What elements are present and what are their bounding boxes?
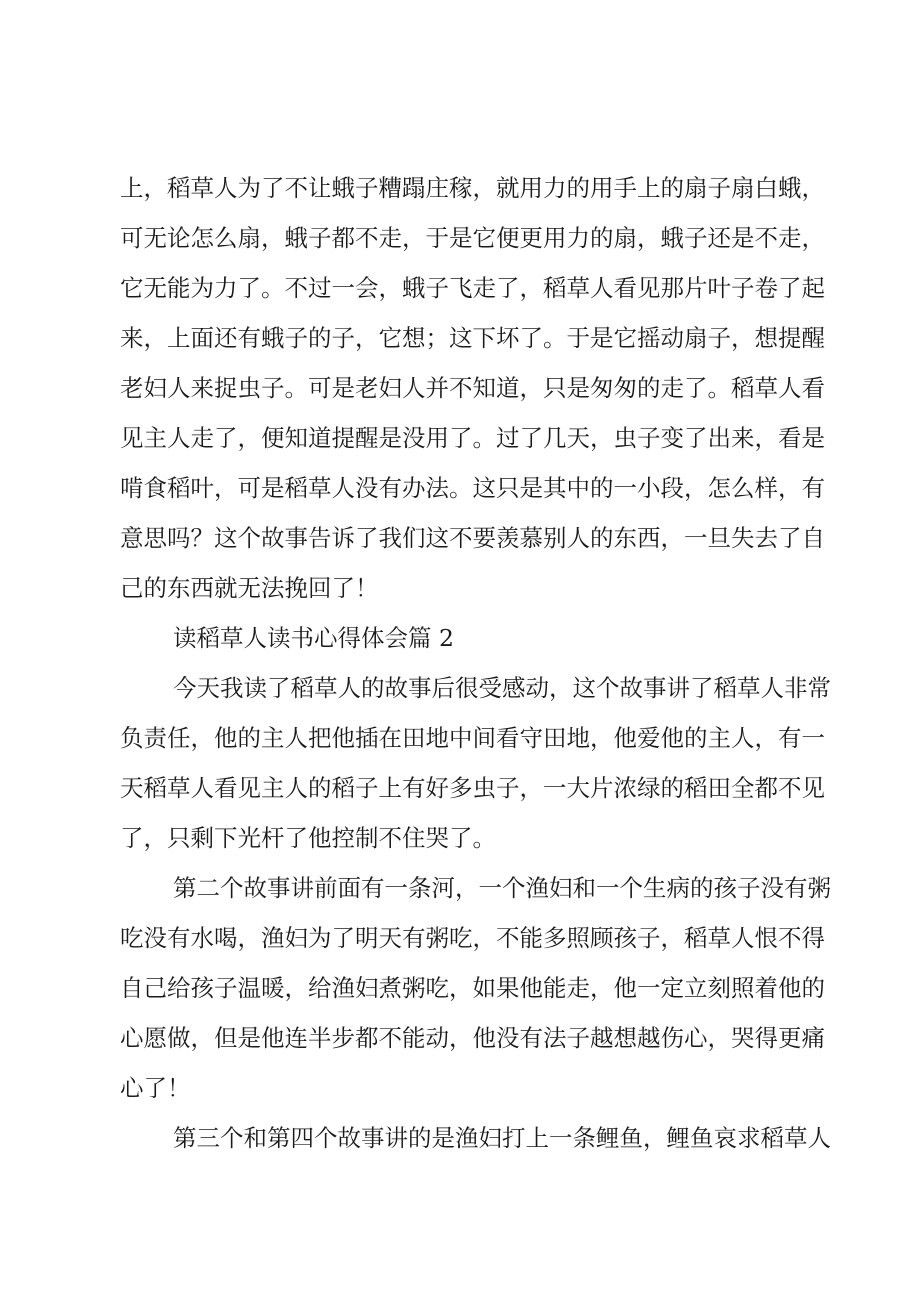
paragraph-line: 己的东西就无法挽回了！ bbox=[120, 574, 379, 602]
paragraph-line: 自己给孩子温暖，给渔妇煮粥吃，如果他能走，他一定立刻照着他的 bbox=[120, 974, 825, 1002]
paragraph-line: 意思吗？这个故事告诉了我们这不要羡慕别人的东西，一旦失去了自 bbox=[120, 524, 825, 552]
paragraph-line: 第二个故事讲前面有一条河，一个渔妇和一个生病的孩子没有粥 bbox=[173, 874, 831, 902]
section-heading: 读稻草人读书心得体会篇 2 bbox=[173, 624, 454, 652]
paragraph-line: 心了！ bbox=[120, 1074, 191, 1102]
paragraph-line: 今天我读了稻草人的故事后很受感动，这个故事讲了稻草人非常 bbox=[173, 674, 831, 702]
paragraph-line: 老妇人来捉虫子。可是老妇人并不知道，只是匆匆的走了。稻草人看 bbox=[120, 374, 825, 402]
paragraph-line: 吃没有水喝，渔妇为了明天有粥吃，不能多照顾孩子，稻草人恨不得 bbox=[120, 924, 825, 952]
paragraph-line: 了，只剩下光杆了他控制不住哭了。 bbox=[120, 824, 496, 852]
paragraph-line: 心愿做，但是他连半步都不能动，他没有法子越想越伤心，哭得更痛 bbox=[120, 1024, 825, 1052]
paragraph-line: 上，稻草人为了不让蛾子糟蹋庄稼，就用力的用手上的扇子扇白蛾， bbox=[120, 174, 825, 202]
paragraph-line: 啃食稻叶，可是稻草人没有办法。这只是其中的一小段，怎么样，有 bbox=[120, 474, 825, 502]
paragraph-line: 可无论怎么扇，蛾子都不走，于是它便更用力的扇，蛾子还是不走， bbox=[120, 224, 825, 252]
paragraph-line: 见主人走了，便知道提醒是没用了。过了几天，虫子变了出来，看是 bbox=[120, 424, 825, 452]
paragraph-line: 第三个和第四个故事讲的是渔妇打上一条鲤鱼，鲤鱼哀求稻草人 bbox=[173, 1124, 831, 1152]
paragraph-line: 它无能为力了。不过一会，蛾子飞走了，稻草人看见那片叶子卷了起 bbox=[120, 274, 825, 302]
paragraph-line: 负责任，他的主人把他插在田地中间看守田地，他爱他的主人，有一 bbox=[120, 724, 825, 752]
paragraph-line: 天稻草人看见主人的稻子上有好多虫子，一大片浓绿的稻田全都不见 bbox=[120, 774, 825, 802]
paragraph-line: 来，上面还有蛾子的子，它想；这下坏了。于是它摇动扇子，想提醒 bbox=[120, 324, 825, 352]
